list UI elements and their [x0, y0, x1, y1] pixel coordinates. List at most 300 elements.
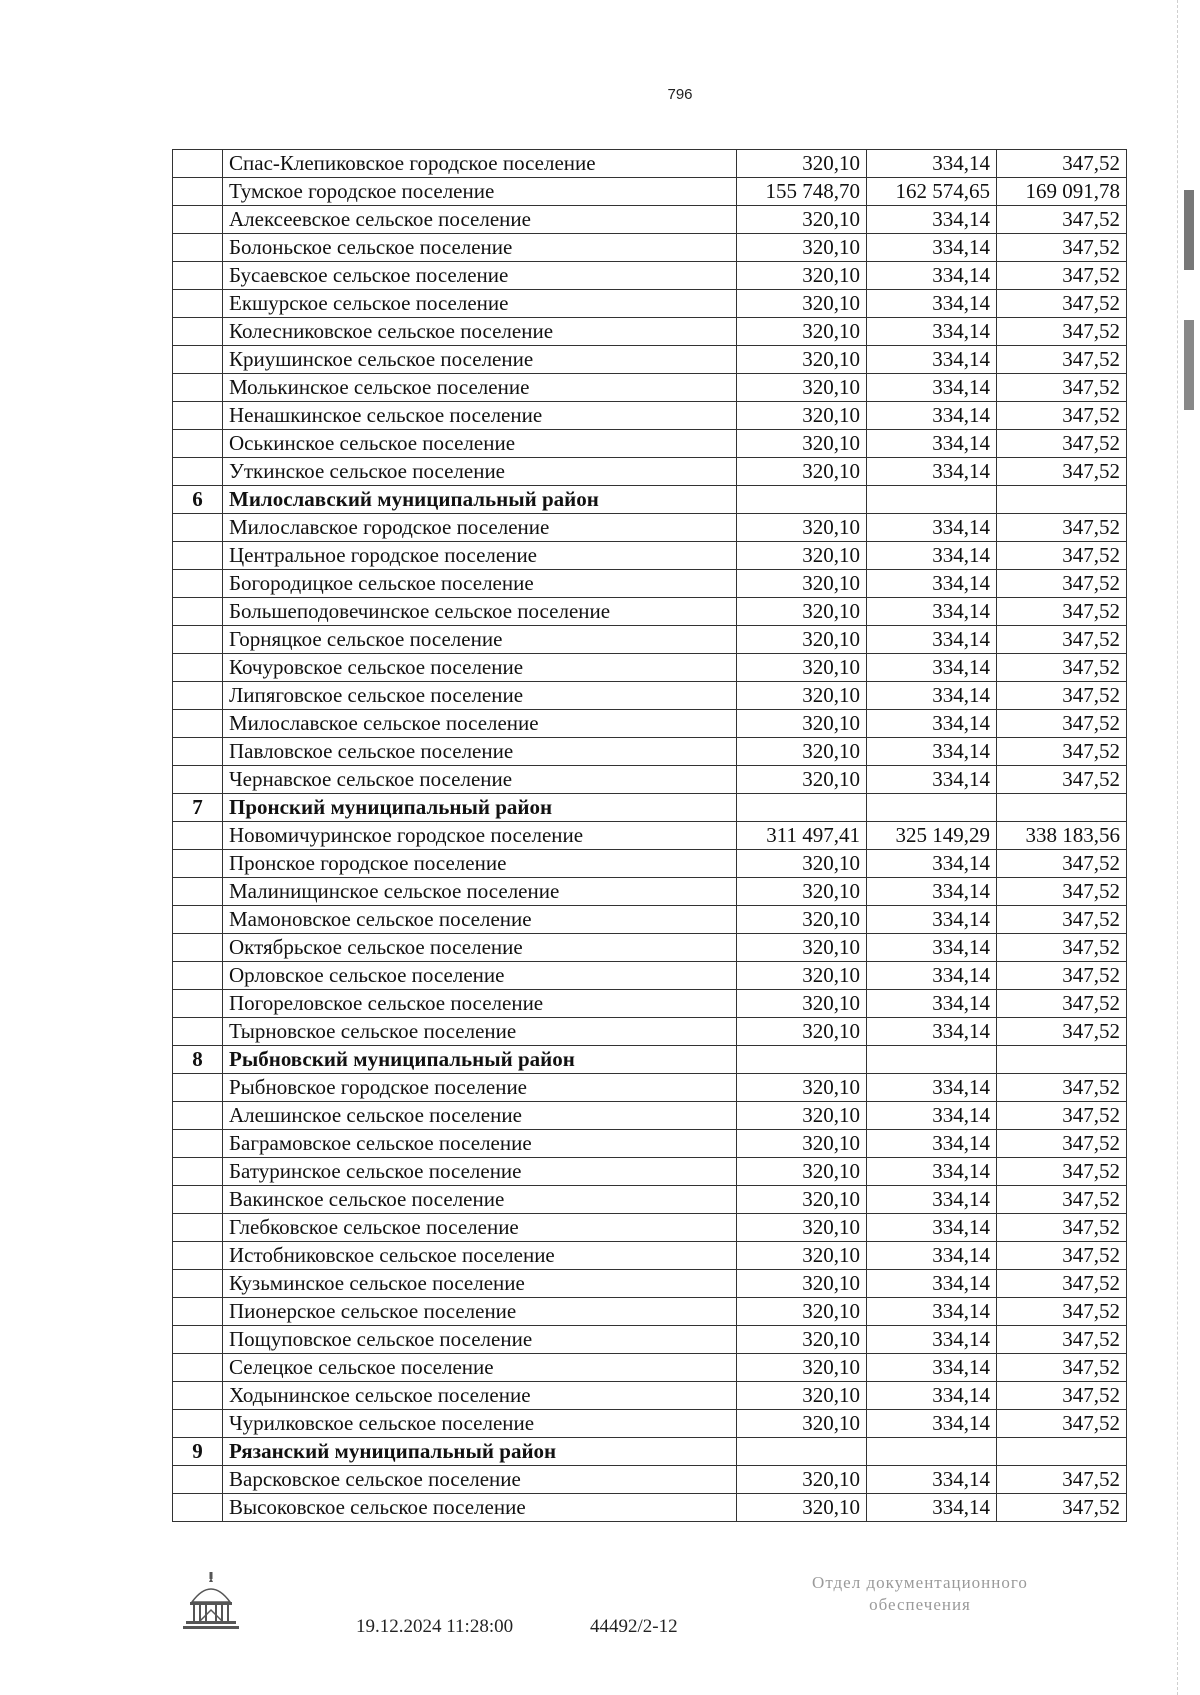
value-cell-3: 347,52	[997, 262, 1127, 290]
value-cell-2: 334,14	[867, 402, 997, 430]
value-cell-1: 320,10	[737, 626, 867, 654]
settlement-name-cell: Оськинское сельское поселение	[223, 430, 737, 458]
settlement-name-cell: Милославское сельское поселение	[223, 710, 737, 738]
scan-mark	[1184, 190, 1194, 270]
value-cell-2	[867, 794, 997, 822]
table-row	[173, 1270, 1127, 1298]
value-cell-2: 334,14	[867, 458, 997, 486]
table-row	[173, 1214, 1127, 1242]
value-cell-1: 320,10	[737, 850, 867, 878]
value-cell-2	[867, 486, 997, 514]
settlement-name-cell: Спас-Клепиковское городское поселение	[223, 150, 737, 178]
value-cell-2: 325 149,29	[867, 822, 997, 850]
value-cell-2: 334,14	[867, 290, 997, 318]
value-cell-2: 334,14	[867, 1354, 997, 1382]
value-cell-3: 347,52	[997, 1298, 1127, 1326]
value-cell-1: 320,10	[737, 1214, 867, 1242]
value-cell-3: 338 183,56	[997, 822, 1127, 850]
value-cell-2: 334,14	[867, 374, 997, 402]
row-number-cell	[173, 1214, 223, 1242]
row-number-cell	[173, 1130, 223, 1158]
value-cell-2: 334,14	[867, 654, 997, 682]
row-number-cell	[173, 150, 223, 178]
settlement-name-cell: Истобниковское сельское поселение	[223, 1242, 737, 1270]
district-row	[173, 1046, 1127, 1074]
row-number-cell	[173, 766, 223, 794]
value-cell-3: 347,52	[997, 374, 1127, 402]
table-row	[173, 262, 1127, 290]
settlement-name-cell: Уткинское сельское поселение	[223, 458, 737, 486]
value-cell-1: 320,10	[737, 906, 867, 934]
value-cell-3: 347,52	[997, 934, 1127, 962]
value-cell-3: 347,52	[997, 570, 1127, 598]
table-row	[173, 654, 1127, 682]
page-footer	[0, 1560, 1200, 1680]
settlement-name-cell: Баграмовское сельское поселение	[223, 1130, 737, 1158]
value-cell-1	[737, 1046, 867, 1074]
district-row	[173, 794, 1127, 822]
value-cell-3: 347,52	[997, 906, 1127, 934]
settlement-name-cell: Милославский муниципальный район	[223, 486, 737, 514]
value-cell-1	[737, 486, 867, 514]
settlement-name-cell: Молькинское сельское поселение	[223, 374, 737, 402]
value-cell-2: 334,14	[867, 850, 997, 878]
settlement-name-cell: Пронский муниципальный район	[223, 794, 737, 822]
settlement-name-cell: Мамоновское сельское поселение	[223, 906, 737, 934]
value-cell-3	[997, 794, 1127, 822]
value-cell-3: 347,52	[997, 1494, 1127, 1522]
table-row	[173, 290, 1127, 318]
value-cell-1: 320,10	[737, 1466, 867, 1494]
settlement-name-cell: Глебковское сельское поселение	[223, 1214, 737, 1242]
value-cell-3: 347,52	[997, 346, 1127, 374]
value-cell-2: 162 574,65	[867, 178, 997, 206]
settlements-table-container	[172, 149, 1126, 1522]
value-cell-1: 320,10	[737, 1242, 867, 1270]
value-cell-2: 334,14	[867, 934, 997, 962]
settlement-name-cell: Липяговское сельское поселение	[223, 682, 737, 710]
table-row	[173, 766, 1127, 794]
settlement-name-cell: Екшурское сельское поселение	[223, 290, 737, 318]
value-cell-1: 320,10	[737, 402, 867, 430]
row-number-cell	[173, 1382, 223, 1410]
value-cell-1: 320,10	[737, 682, 867, 710]
row-number-cell	[173, 822, 223, 850]
value-cell-2: 334,14	[867, 206, 997, 234]
row-number-cell	[173, 1242, 223, 1270]
table-row	[173, 682, 1127, 710]
row-number-cell	[173, 934, 223, 962]
value-cell-1: 320,10	[737, 514, 867, 542]
value-cell-1: 320,10	[737, 934, 867, 962]
row-number-cell	[173, 626, 223, 654]
value-cell-1: 320,10	[737, 654, 867, 682]
row-number-cell	[173, 710, 223, 738]
value-cell-3: 347,52	[997, 626, 1127, 654]
settlement-name-cell: Октябрьское сельское поселение	[223, 934, 737, 962]
settlement-name-cell: Высоковское сельское поселение	[223, 1494, 737, 1522]
row-number-cell	[173, 402, 223, 430]
row-number-cell	[173, 598, 223, 626]
settlement-name-cell: Колесниковское сельское поселение	[223, 318, 737, 346]
value-cell-3: 347,52	[997, 1466, 1127, 1494]
value-cell-2: 334,14	[867, 514, 997, 542]
settlement-name-cell: Рыбновское городское поселение	[223, 1074, 737, 1102]
row-number-cell	[173, 654, 223, 682]
value-cell-3: 347,52	[997, 542, 1127, 570]
scan-mark	[1184, 320, 1194, 410]
row-number-cell	[173, 346, 223, 374]
row-number-cell	[173, 850, 223, 878]
value-cell-1: 320,10	[737, 1130, 867, 1158]
row-number-cell	[173, 458, 223, 486]
value-cell-1: 155 748,70	[737, 178, 867, 206]
value-cell-2: 334,14	[867, 430, 997, 458]
table-row	[173, 542, 1127, 570]
value-cell-2: 334,14	[867, 1130, 997, 1158]
row-number-cell	[173, 962, 223, 990]
value-cell-1: 320,10	[737, 710, 867, 738]
settlement-name-cell: Павловское сельское поселение	[223, 738, 737, 766]
settlement-name-cell: Большеподовечинское сельское поселение	[223, 598, 737, 626]
value-cell-1: 320,10	[737, 990, 867, 1018]
value-cell-1: 320,10	[737, 262, 867, 290]
value-cell-1: 320,10	[737, 570, 867, 598]
row-number-cell	[173, 1270, 223, 1298]
value-cell-1: 320,10	[737, 1158, 867, 1186]
settlement-name-cell: Пронское городское поселение	[223, 850, 737, 878]
row-number-cell	[173, 878, 223, 906]
row-number-cell	[173, 1102, 223, 1130]
value-cell-3: 347,52	[997, 766, 1127, 794]
value-cell-1: 320,10	[737, 598, 867, 626]
value-cell-1: 320,10	[737, 234, 867, 262]
value-cell-2: 334,14	[867, 598, 997, 626]
settlement-name-cell: Алешинское сельское поселение	[223, 1102, 737, 1130]
value-cell-1: 320,10	[737, 878, 867, 906]
settlement-name-cell: Милославское городское поселение	[223, 514, 737, 542]
value-cell-2: 334,14	[867, 962, 997, 990]
value-cell-2: 334,14	[867, 1382, 997, 1410]
value-cell-2: 334,14	[867, 878, 997, 906]
stamp-line-1: Отдел документационного	[812, 1573, 1028, 1592]
value-cell-3: 347,52	[997, 1158, 1127, 1186]
table-row	[173, 1130, 1127, 1158]
row-number-cell	[173, 178, 223, 206]
row-number-cell: 9	[173, 1438, 223, 1466]
row-number-cell	[173, 738, 223, 766]
value-cell-3: 347,52	[997, 514, 1127, 542]
row-number-cell	[173, 1354, 223, 1382]
value-cell-1: 320,10	[737, 1494, 867, 1522]
row-number-cell	[173, 570, 223, 598]
row-number-cell	[173, 206, 223, 234]
value-cell-3: 347,52	[997, 598, 1127, 626]
settlement-name-cell: Тумское городское поселение	[223, 178, 737, 206]
value-cell-3: 347,52	[997, 430, 1127, 458]
table-row	[173, 150, 1127, 178]
value-cell-1: 320,10	[737, 206, 867, 234]
value-cell-1: 311 497,41	[737, 822, 867, 850]
value-cell-1: 320,10	[737, 1326, 867, 1354]
value-cell-3: 347,52	[997, 1214, 1127, 1242]
row-number-cell	[173, 1326, 223, 1354]
row-number-cell: 6	[173, 486, 223, 514]
table-row	[173, 1494, 1127, 1522]
value-cell-2	[867, 1438, 997, 1466]
settlement-name-cell: Орловское сельское поселение	[223, 962, 737, 990]
table-row	[173, 1018, 1127, 1046]
settlement-name-cell: Варсковское сельское поселение	[223, 1466, 737, 1494]
table-row	[173, 570, 1127, 598]
table-row	[173, 906, 1127, 934]
settlement-name-cell: Криушинское сельское поселение	[223, 346, 737, 374]
table-row	[173, 402, 1127, 430]
table-row	[173, 738, 1127, 766]
table-row	[173, 346, 1127, 374]
value-cell-1: 320,10	[737, 430, 867, 458]
value-cell-2: 334,14	[867, 1074, 997, 1102]
value-cell-3: 347,52	[997, 318, 1127, 346]
value-cell-2: 334,14	[867, 1298, 997, 1326]
value-cell-2: 334,14	[867, 1158, 997, 1186]
duma-building-logo-icon	[180, 1572, 242, 1634]
value-cell-1: 320,10	[737, 962, 867, 990]
value-cell-3: 347,52	[997, 990, 1127, 1018]
table-row	[173, 234, 1127, 262]
value-cell-3: 347,52	[997, 1130, 1127, 1158]
settlement-name-cell: Ненашкинское сельское поселение	[223, 402, 737, 430]
value-cell-1: 320,10	[737, 738, 867, 766]
page-number: 796	[667, 86, 693, 103]
value-cell-3: 347,52	[997, 1270, 1127, 1298]
table-row	[173, 710, 1127, 738]
table-row	[173, 318, 1127, 346]
settlement-name-cell: Кузьминское сельское поселение	[223, 1270, 737, 1298]
value-cell-1: 320,10	[737, 1410, 867, 1438]
table-row	[173, 374, 1127, 402]
value-cell-3	[997, 1438, 1127, 1466]
table-row	[173, 626, 1127, 654]
value-cell-2: 334,14	[867, 1102, 997, 1130]
value-cell-3: 347,52	[997, 682, 1127, 710]
value-cell-2: 334,14	[867, 626, 997, 654]
row-number-cell	[173, 1298, 223, 1326]
value-cell-2: 334,14	[867, 738, 997, 766]
value-cell-3: 347,52	[997, 1018, 1127, 1046]
value-cell-2: 334,14	[867, 262, 997, 290]
table-row	[173, 1074, 1127, 1102]
table-row	[173, 822, 1127, 850]
value-cell-3: 347,52	[997, 206, 1127, 234]
value-cell-3: 347,52	[997, 878, 1127, 906]
value-cell-1: 320,10	[737, 1018, 867, 1046]
footer-document-number: 44492/2-12	[590, 1616, 678, 1637]
value-cell-1: 320,10	[737, 374, 867, 402]
row-number-cell	[173, 906, 223, 934]
value-cell-1: 320,10	[737, 458, 867, 486]
settlement-name-cell: Малинищинское сельское поселение	[223, 878, 737, 906]
settlement-name-cell: Чернавское сельское поселение	[223, 766, 737, 794]
value-cell-3	[997, 486, 1127, 514]
table-body	[173, 150, 1127, 1522]
value-cell-2: 334,14	[867, 346, 997, 374]
value-cell-3: 347,52	[997, 1102, 1127, 1130]
value-cell-2: 334,14	[867, 990, 997, 1018]
value-cell-1: 320,10	[737, 150, 867, 178]
value-cell-1: 320,10	[737, 1382, 867, 1410]
table-row	[173, 178, 1127, 206]
settlements-table	[172, 149, 1127, 1522]
value-cell-2: 334,14	[867, 682, 997, 710]
table-row	[173, 1466, 1127, 1494]
footer-timestamp: 19.12.2024 11:28:00	[356, 1616, 514, 1637]
value-cell-3: 169 091,78	[997, 178, 1127, 206]
value-cell-3: 347,52	[997, 1326, 1127, 1354]
value-cell-1: 320,10	[737, 346, 867, 374]
value-cell-3: 347,52	[997, 402, 1127, 430]
district-row	[173, 486, 1127, 514]
value-cell-2: 334,14	[867, 1214, 997, 1242]
row-number-cell	[173, 1494, 223, 1522]
row-number-cell	[173, 374, 223, 402]
value-cell-3: 347,52	[997, 290, 1127, 318]
table-row	[173, 1382, 1127, 1410]
value-cell-2: 334,14	[867, 1410, 997, 1438]
row-number-cell	[173, 262, 223, 290]
value-cell-2: 334,14	[867, 150, 997, 178]
value-cell-3: 347,52	[997, 1382, 1127, 1410]
table-row	[173, 598, 1127, 626]
value-cell-2	[867, 1046, 997, 1074]
settlement-name-cell: Пощуповское сельское поселение	[223, 1326, 737, 1354]
table-row	[173, 850, 1127, 878]
row-number-cell	[173, 1158, 223, 1186]
value-cell-1	[737, 1438, 867, 1466]
settlement-name-cell: Пионерское сельское поселение	[223, 1298, 737, 1326]
settlement-name-cell: Рыбновский муниципальный район	[223, 1046, 737, 1074]
settlement-name-cell: Кочуровское сельское поселение	[223, 654, 737, 682]
table-row	[173, 1186, 1127, 1214]
value-cell-2: 334,14	[867, 1494, 997, 1522]
settlement-name-cell: Чурилковское сельское поселение	[223, 1410, 737, 1438]
value-cell-1: 320,10	[737, 1270, 867, 1298]
value-cell-2: 334,14	[867, 1242, 997, 1270]
table-row	[173, 878, 1127, 906]
table-row	[173, 1410, 1127, 1438]
settlement-name-cell: Бусаевское сельское поселение	[223, 262, 737, 290]
scan-edge-strip	[1177, 0, 1200, 1695]
value-cell-2: 334,14	[867, 1466, 997, 1494]
row-number-cell	[173, 1186, 223, 1214]
row-number-cell	[173, 542, 223, 570]
settlement-name-cell: Болоньское сельское поселение	[223, 234, 737, 262]
value-cell-2: 334,14	[867, 906, 997, 934]
row-number-cell	[173, 1018, 223, 1046]
table-row	[173, 1102, 1127, 1130]
settlement-name-cell: Рязанский муниципальный район	[223, 1438, 737, 1466]
table-row	[173, 962, 1127, 990]
settlement-name-cell: Горняцкое сельское поселение	[223, 626, 737, 654]
value-cell-1: 320,10	[737, 1354, 867, 1382]
settlement-name-cell: Вакинское сельское поселение	[223, 1186, 737, 1214]
table-row	[173, 990, 1127, 1018]
value-cell-2: 334,14	[867, 1186, 997, 1214]
value-cell-3: 347,52	[997, 738, 1127, 766]
settlement-name-cell: Ходынинское сельское поселение	[223, 1382, 737, 1410]
value-cell-2: 334,14	[867, 234, 997, 262]
settlement-name-cell: Центральное городское поселение	[223, 542, 737, 570]
table-row	[173, 514, 1127, 542]
value-cell-3: 347,52	[997, 458, 1127, 486]
row-number-cell	[173, 1410, 223, 1438]
table-row	[173, 1298, 1127, 1326]
value-cell-1: 320,10	[737, 318, 867, 346]
value-cell-2: 334,14	[867, 1326, 997, 1354]
value-cell-3: 347,52	[997, 654, 1127, 682]
row-number-cell	[173, 682, 223, 710]
value-cell-3: 347,52	[997, 710, 1127, 738]
settlement-name-cell: Селецкое сельское поселение	[223, 1354, 737, 1382]
value-cell-2: 334,14	[867, 318, 997, 346]
department-stamp	[770, 1572, 1070, 1616]
settlement-name-cell: Богородицкое сельское поселение	[223, 570, 737, 598]
value-cell-1	[737, 794, 867, 822]
row-number-cell: 7	[173, 794, 223, 822]
value-cell-3: 347,52	[997, 850, 1127, 878]
table-row	[173, 206, 1127, 234]
row-number-cell	[173, 318, 223, 346]
district-row	[173, 1438, 1127, 1466]
table-row	[173, 1158, 1127, 1186]
value-cell-3	[997, 1046, 1127, 1074]
stamp-line-2: обеспечения	[869, 1595, 971, 1614]
value-cell-3: 347,52	[997, 1410, 1127, 1438]
value-cell-1: 320,10	[737, 1074, 867, 1102]
value-cell-1: 320,10	[737, 1102, 867, 1130]
value-cell-1: 320,10	[737, 1186, 867, 1214]
settlement-name-cell: Новомичуринское городское поселение	[223, 822, 737, 850]
value-cell-3: 347,52	[997, 1186, 1127, 1214]
value-cell-1: 320,10	[737, 1298, 867, 1326]
table-row	[173, 934, 1127, 962]
row-number-cell	[173, 430, 223, 458]
settlement-name-cell: Тырновское сельское поселение	[223, 1018, 737, 1046]
value-cell-2: 334,14	[867, 570, 997, 598]
value-cell-3: 347,52	[997, 1354, 1127, 1382]
row-number-cell	[173, 1466, 223, 1494]
value-cell-3: 347,52	[997, 234, 1127, 262]
value-cell-2: 334,14	[867, 542, 997, 570]
value-cell-1: 320,10	[737, 766, 867, 794]
row-number-cell	[173, 514, 223, 542]
value-cell-1: 320,10	[737, 290, 867, 318]
table-row	[173, 1354, 1127, 1382]
row-number-cell	[173, 290, 223, 318]
settlement-name-cell: Батуринское сельское поселение	[223, 1158, 737, 1186]
row-number-cell	[173, 234, 223, 262]
row-number-cell	[173, 1074, 223, 1102]
value-cell-3: 347,52	[997, 1074, 1127, 1102]
row-number-cell: 8	[173, 1046, 223, 1074]
value-cell-3: 347,52	[997, 150, 1127, 178]
value-cell-2: 334,14	[867, 766, 997, 794]
table-row	[173, 430, 1127, 458]
value-cell-2: 334,14	[867, 710, 997, 738]
value-cell-3: 347,52	[997, 1242, 1127, 1270]
row-number-cell	[173, 990, 223, 1018]
value-cell-2: 334,14	[867, 1018, 997, 1046]
